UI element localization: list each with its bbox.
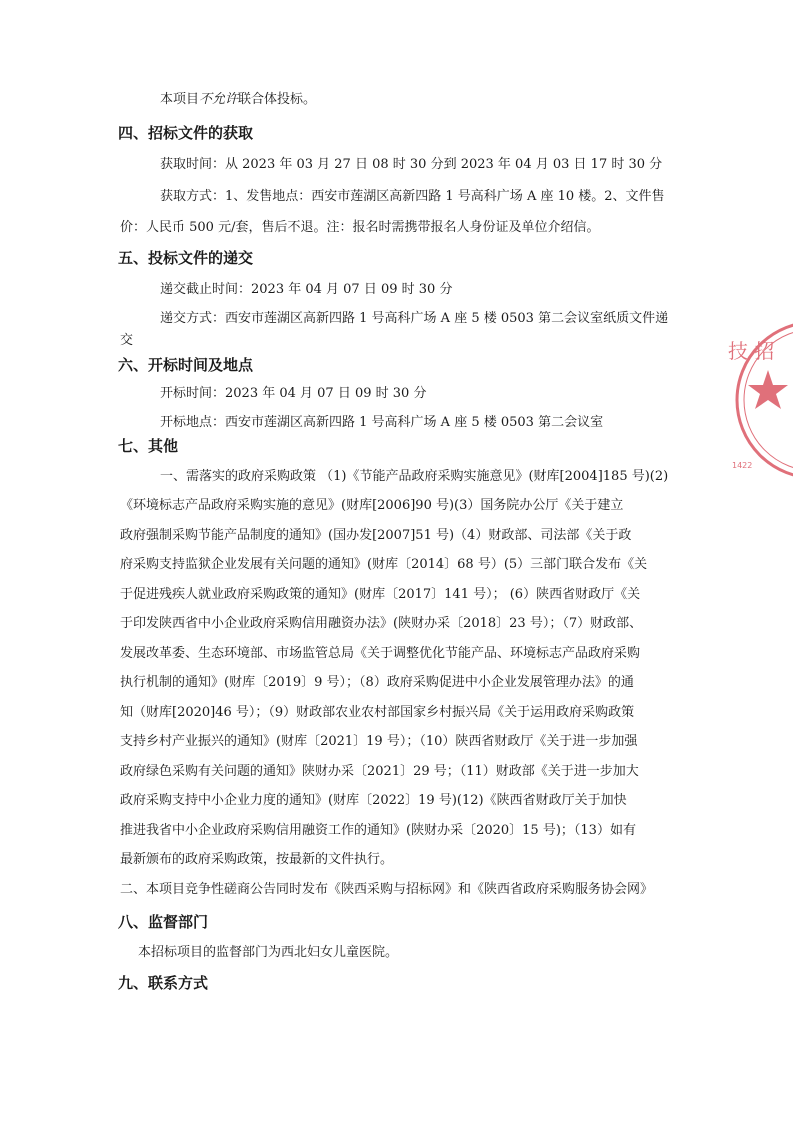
policy-line: 推进我省中小企业政府采购信用融资工作的通知》(陕财办采〔2020〕15 号)；（13）如有: [120, 823, 636, 838]
policy-line: 政府采购支持中小企业力度的通知》(财库〔2022〕19 号)(12)《陕西省财政厅关于加快: [120, 793, 627, 808]
submission-method-line1: 递交方式：西安市莲湖区高新四路 1 号高科广场 A 座 5 楼 0503 第二会议室纸质文件递: [160, 311, 669, 326]
publication-note: 二、本项目竞争性磋商公告同时发布《陕西采购与招标网》和《陕西省政府采购服务协会网》: [120, 882, 654, 897]
policy-line: 最新颁布的政府采购政策，按最新的文件执行。: [120, 852, 394, 867]
policy-line: 于促进残疾人就业政府采购政策的通知》(财库〔2017〕141 号）； (6）陕西省财政厅《关: [120, 587, 641, 602]
policy-line: 一、需落实的政府采购政策 （1)《节能产品政府采购实施意见》(财库[2004]185 号)(2): [160, 469, 669, 484]
policy-line: 知（财库[2020]46 号）；（9）财政部农业农村部国家乡村振兴局《关于运用政府采购政策: [120, 705, 635, 720]
policy-line: 政府绿色采购有关问题的通知》陕财办采〔2021〕29 号；（11）财政部《关于进一步加大: [120, 764, 639, 779]
acquisition-time: 获取时间：从 2023 年 03 月 27 日 08 时 30 分到 2023 年 04 月 03 日 17 时 30 分: [160, 157, 663, 172]
policy-line: 《环境标志产品政府采购实施的意见》(财库[2006]90 号)(3）国务院办公厅《关于建立: [120, 498, 624, 513]
seal-graphic: [720, 318, 793, 488]
joint-bid-note: [160, 91, 316, 109]
joint-bid-note-post: 联合体投标。: [238, 92, 317, 107]
policy-line: 政府强制采购节能产品制度的通知》(国办发[2007]51 号)（4）财政部、司法部《关于政: [120, 528, 632, 543]
section-heading-6: 六、开标时间及地点: [118, 356, 254, 374]
submission-method-line2: 交: [120, 333, 134, 348]
opening-time: 开标时间：2023 年 04 月 07 日 09 时 30 分: [160, 386, 427, 401]
seal-text: 技 招: [728, 339, 775, 363]
acquisition-method-line2: 价：人民币 500 元/套，售后不退。注：报名时需携带报名人身份证及单位介绍信。: [120, 220, 600, 235]
seal-star: [748, 370, 788, 409]
policy-line: 执行机制的通知》(财库〔2019〕9 号）；（8）政府采购促进中小企业发展管理办法》的通: [120, 675, 634, 690]
official-seal-fragment: [720, 318, 793, 488]
joint-bid-note-pre: 本项目: [160, 92, 200, 107]
acquisition-method-line1: 获取方式：1、发售地点：西安市莲湖区高新四路 1 号高科广场 A 座 10 楼。2、文件售: [160, 189, 665, 204]
policy-line: 发展改革委、生态环境部、市场监管总局《关于调整优化节能产品、环境标志产品政府采购: [120, 646, 641, 661]
seal-number: 1422: [732, 461, 753, 470]
section-heading-7: 七、其他: [118, 437, 179, 455]
policy-line: 府采购支持监狱企业发展有关问题的通知》(财库〔2014〕68 号）(5）三部门联合发布《关: [120, 557, 648, 572]
opening-place: 开标地点：西安市莲湖区高新四路 1 号高科广场 A 座 5 楼 0503 第二会议室: [160, 415, 604, 430]
section-heading-9: 九、联系方式: [118, 974, 209, 992]
supervision-body: 本招标项目的监督部门为西北妇女儿童医院。: [138, 945, 399, 960]
section-heading-8: 八、监督部门: [118, 913, 209, 931]
section-heading-4: 四、招标文件的获取: [118, 124, 254, 142]
joint-bid-note-emphasis: 不允许: [199, 92, 239, 107]
section-heading-5: 五、投标文件的递交: [118, 249, 254, 267]
policy-line: 支持乡村产业振兴的通知》(财库〔2021〕19 号）；（10）陕西省财政厅《关于进一步加强: [120, 734, 638, 749]
policy-line: 于印发陕西省中小企业政府采购信用融资办法》(陕财办采〔2018〕23 号）；（7）财政部、: [120, 616, 643, 631]
submission-deadline: 递交截止时间：2023 年 04 月 07 日 09 时 30 分: [160, 282, 453, 297]
